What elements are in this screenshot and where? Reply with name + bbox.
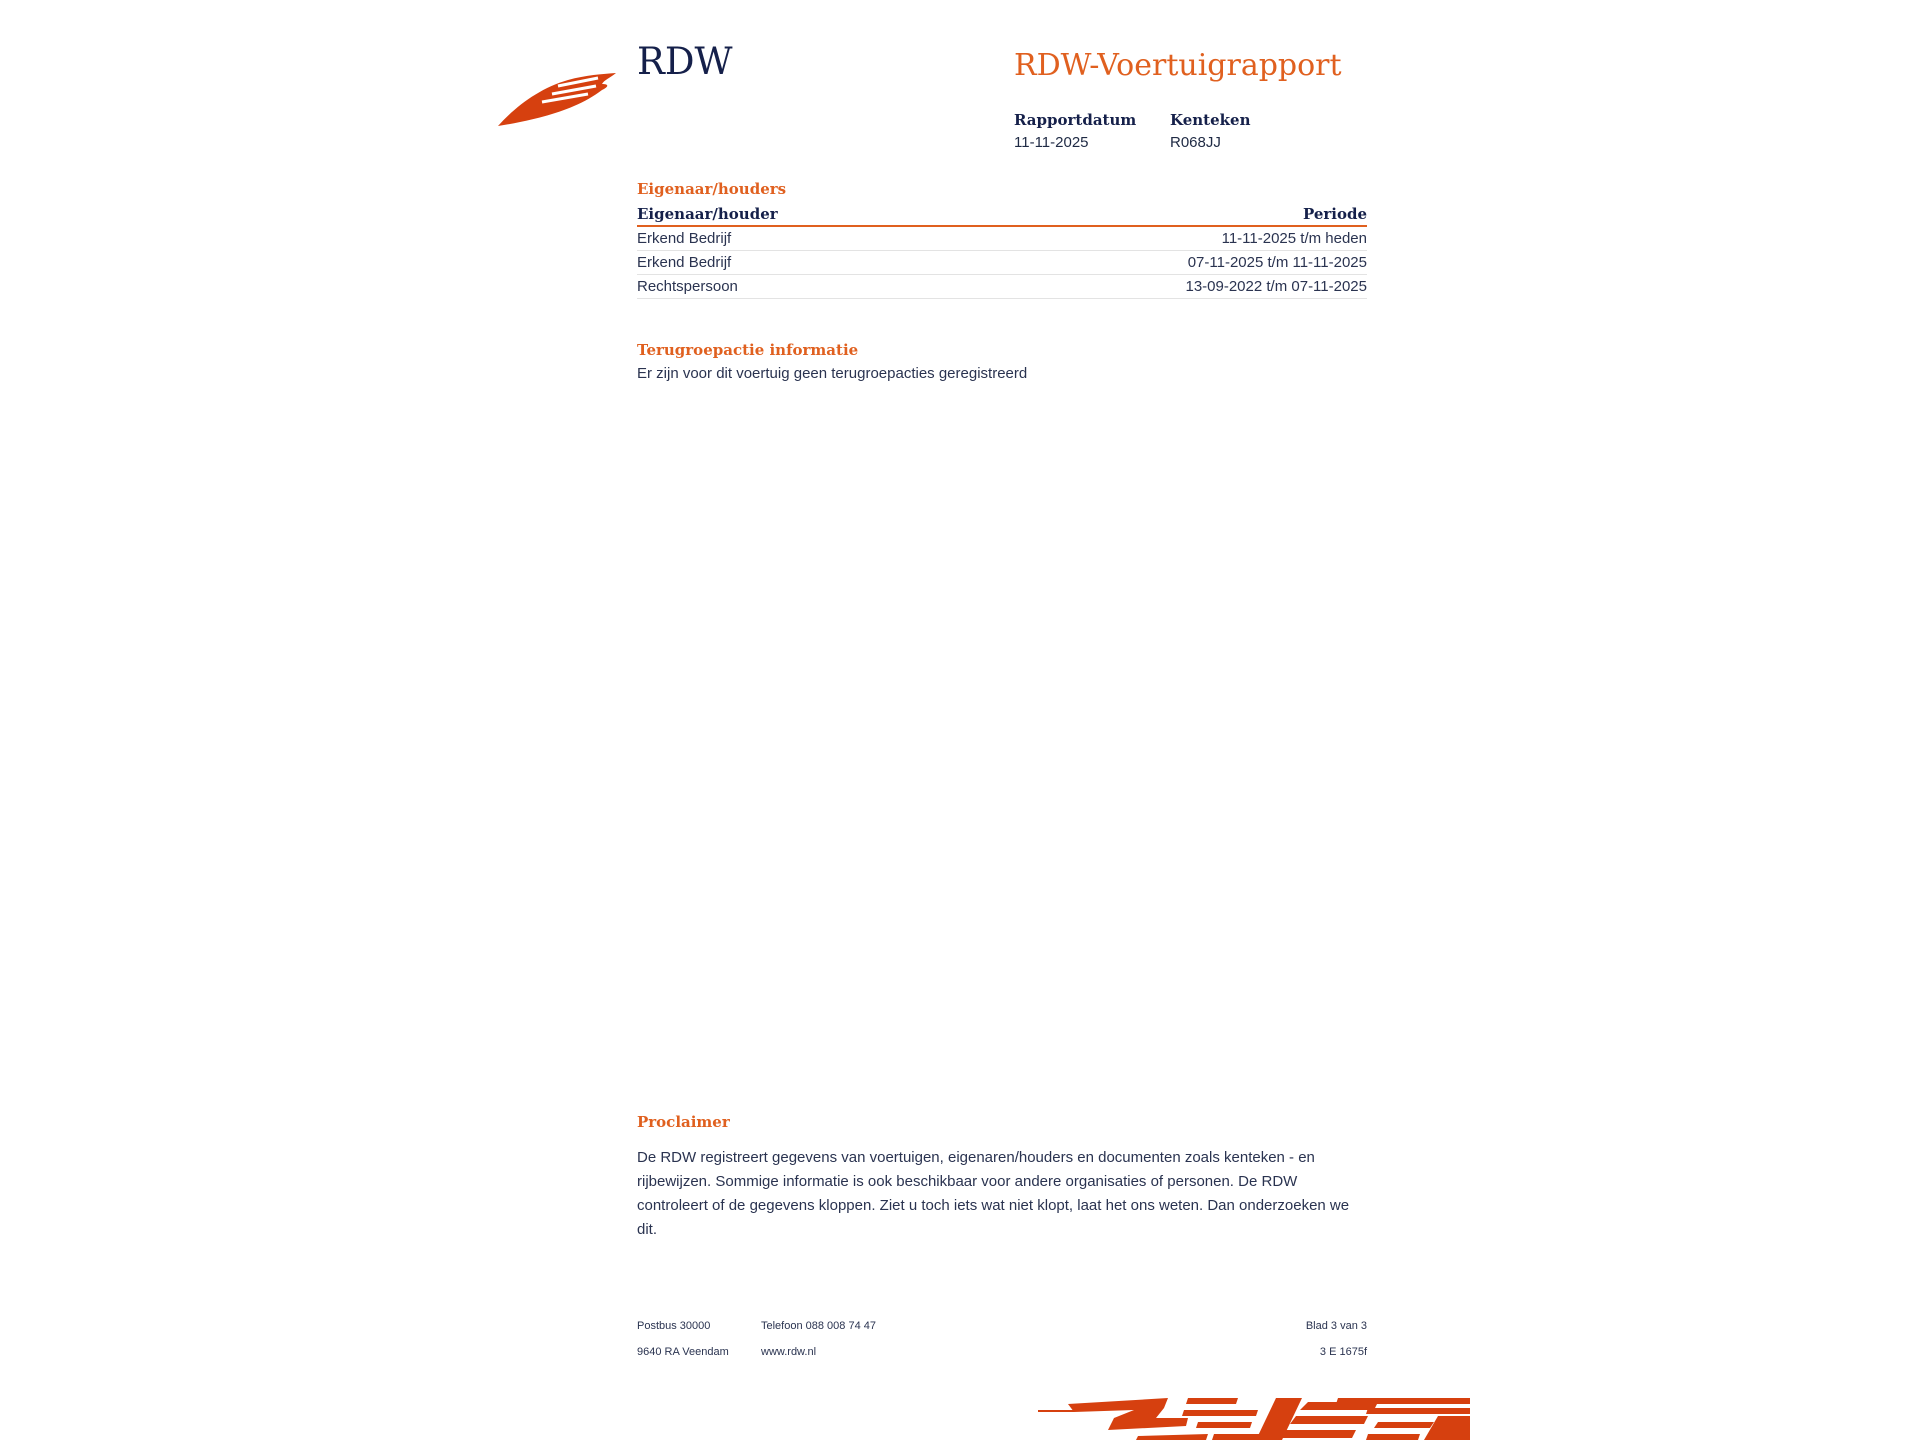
footer-city: 9640 RA Veendam (637, 1346, 729, 1358)
footer-postbus: Postbus 30000 (637, 1320, 711, 1332)
owner-cell: Erkend Bedrijf (637, 230, 732, 247)
report-date-label: Rapportdatum (1014, 111, 1137, 129)
table-row (637, 227, 1367, 251)
recall-text: Er zijn voor dit voertuig geen terugroepacties geregistreerd (637, 365, 1028, 382)
table-row (637, 251, 1367, 275)
owners-table-header (637, 203, 1367, 227)
recall-heading: Terugroepactie informatie (637, 341, 859, 359)
report-date-value: 11-11-2025 (1014, 134, 1089, 151)
col-period-header: Periode (1302, 205, 1367, 223)
period-cell: 07-11-2025 t/m 11-11-2025 (1187, 254, 1367, 271)
period-cell: 13-09-2022 t/m 07-11-2025 (1185, 278, 1367, 295)
plate-value: R068JJ (1170, 134, 1221, 151)
plate-label: Kenteken (1170, 111, 1251, 129)
footer-page-number: Blad 3 van 3 (1305, 1320, 1367, 1332)
report-title: RDW-Voertuigrapport (1014, 48, 1342, 83)
brand-name: RDW (637, 40, 733, 83)
decorative-stripes-graphic (1038, 1398, 1470, 1440)
owner-cell: Rechtspersoon (637, 278, 738, 295)
owner-cell: Erkend Bedrijf (637, 254, 732, 271)
table-row (637, 275, 1367, 299)
proclaimer-text: De RDW registreert gegevens van voertuigen, eigenaren/houders en documenten zoals kenteken - en rijbewijzen. Sommige informatie is ook beschikbaar voor andere organisaties of personen. De RDW controleert of de gegevens kloppen. Ziet u toch iets wat niet klopt, laat het ons weten. Dan onderzoeken we dit. (637, 1149, 1350, 1238)
proclaimer-heading: Proclaimer (637, 1113, 730, 1131)
period-cell: 11-11-2025 t/m heden (1221, 230, 1367, 247)
footer-phone: Telefoon 088 008 74 47 (761, 1320, 876, 1332)
col-owner-header: Eigenaar/houder (637, 205, 778, 223)
owners-heading: Eigenaar/houders (637, 180, 787, 198)
footer-website: www.rdw.nl (761, 1346, 817, 1358)
owners-table (637, 203, 1367, 299)
rdw-feather-logo (498, 66, 618, 128)
footer-document-code: 3 E 1675f (1319, 1346, 1367, 1358)
